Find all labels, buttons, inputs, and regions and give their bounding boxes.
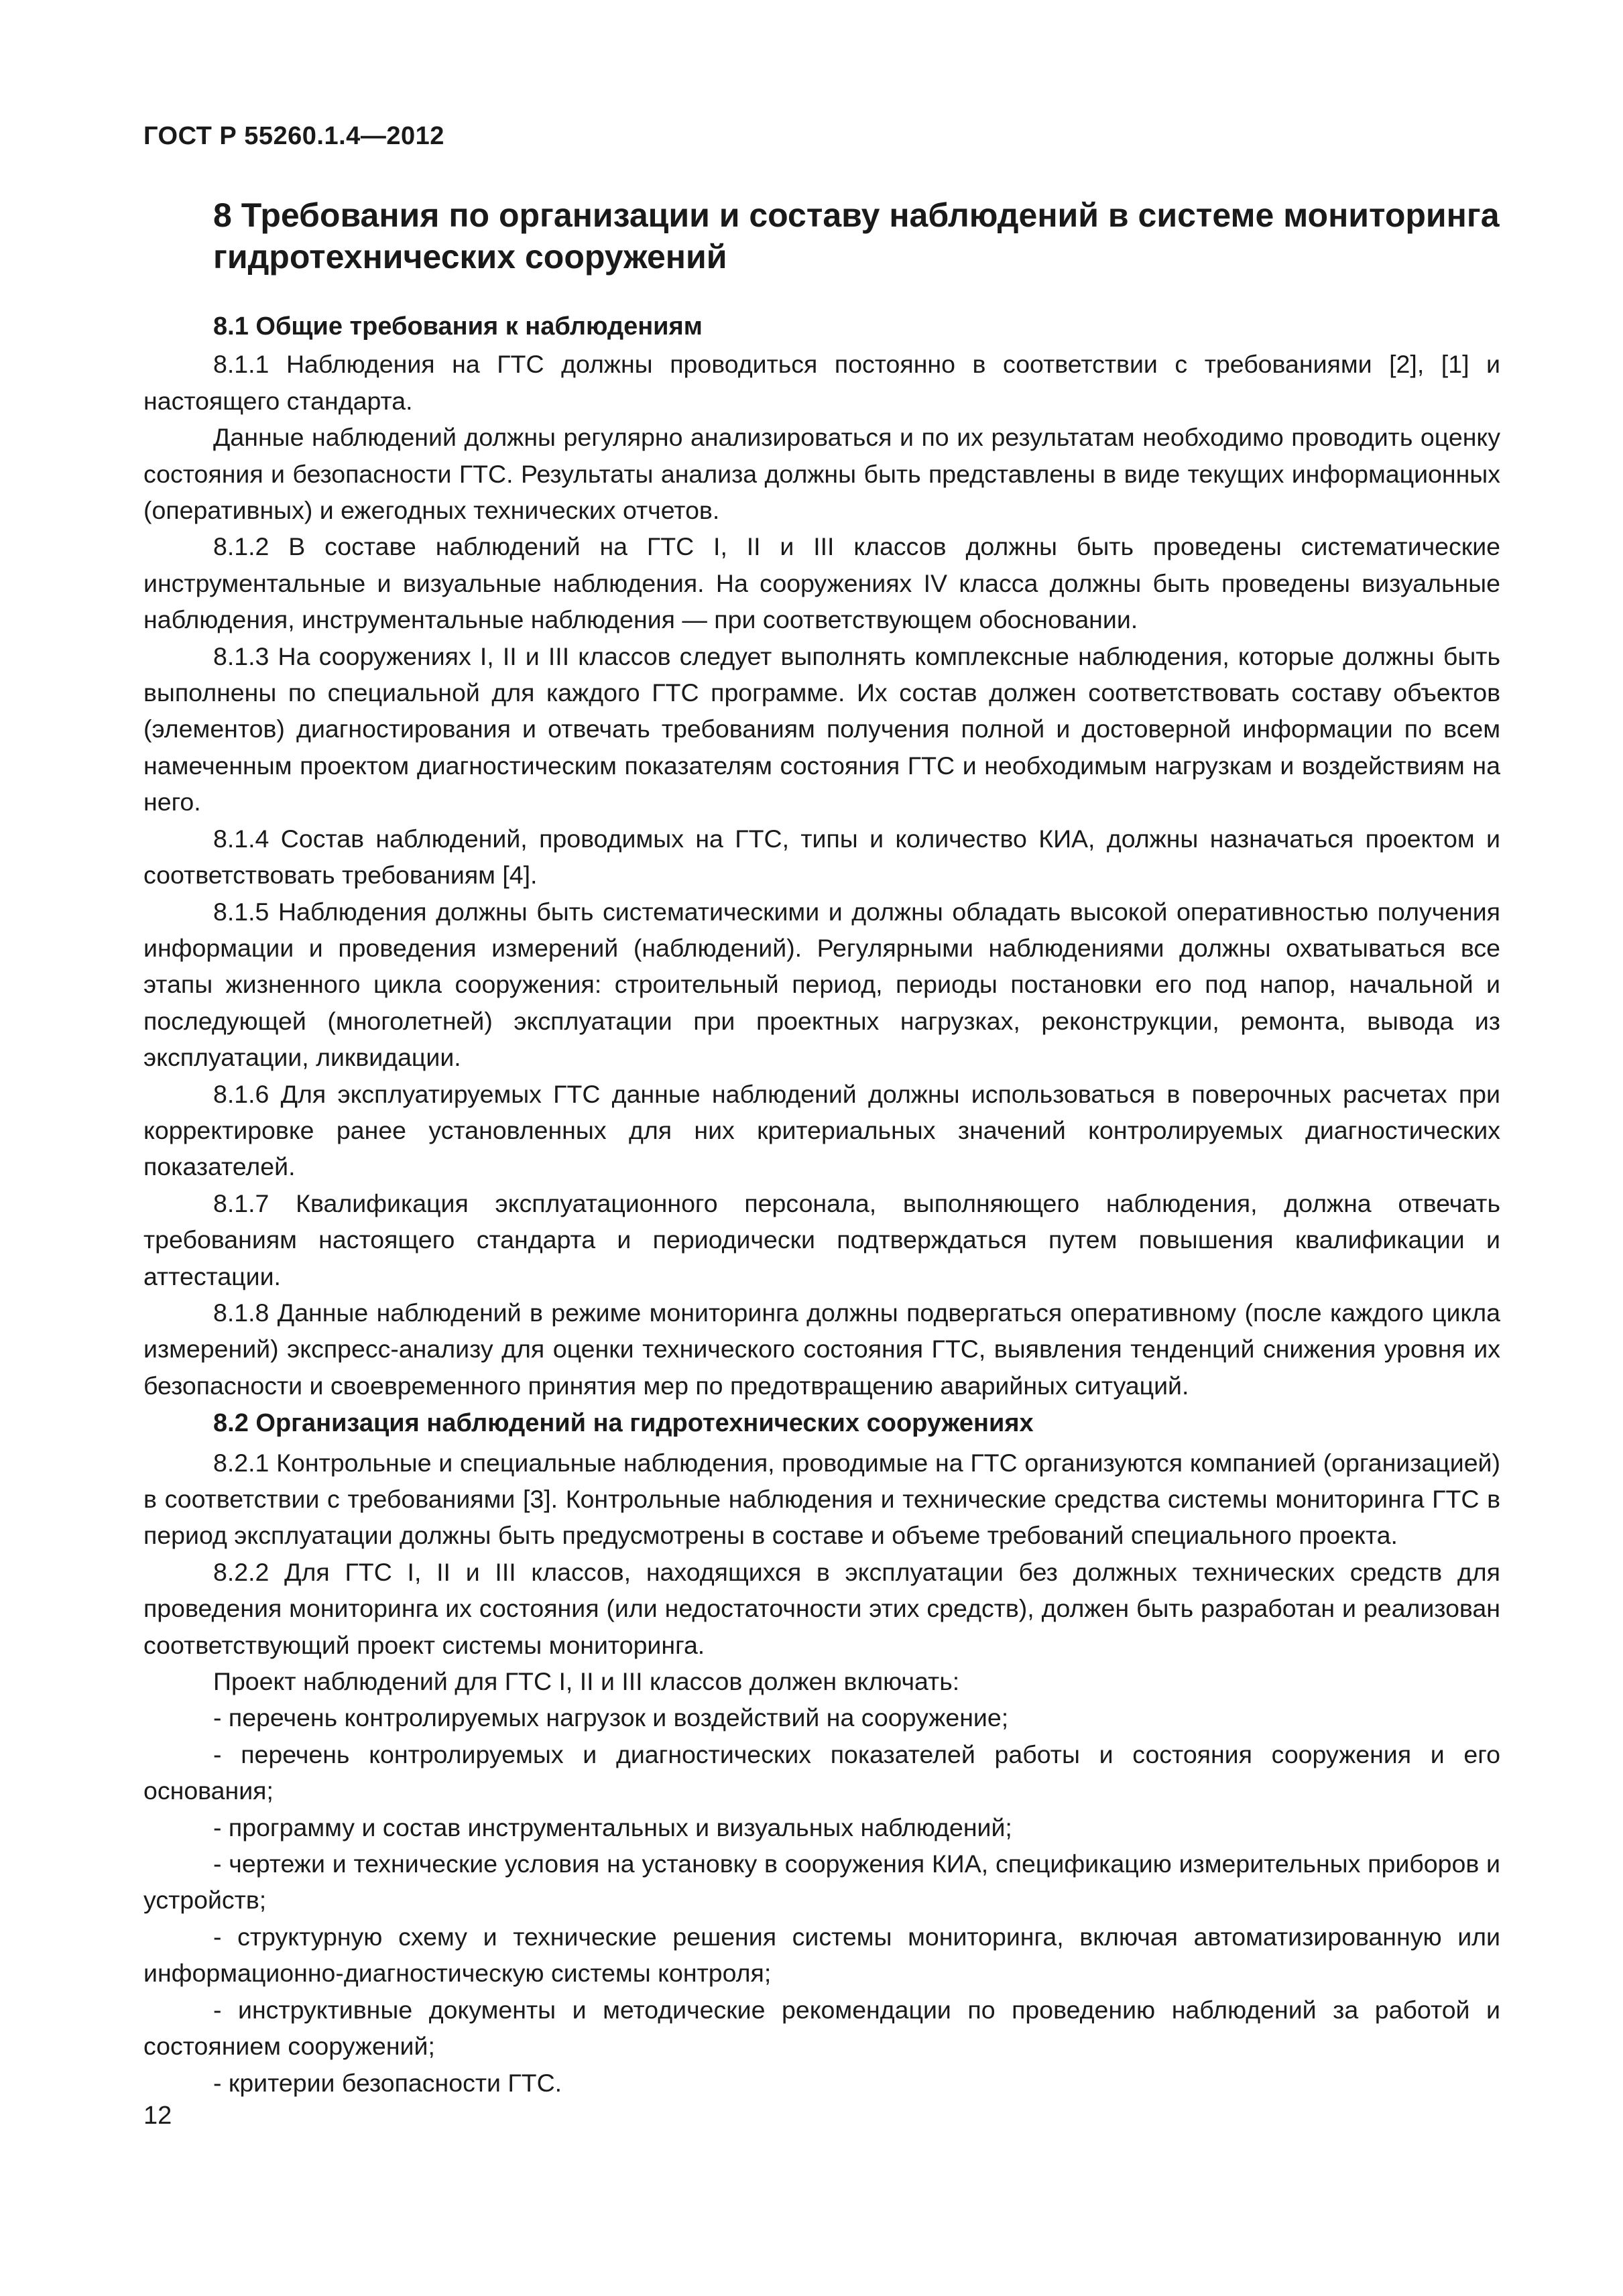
paragraph-8-1-6: 8.1.6 Для эксплуатируемых ГТС данные наблюдений должны использоваться в поверочных расчетах при корректировке ранее установленных для них критериальных значений контролируемых диагностических показателей. — [143, 1079, 1500, 1181]
paragraph-8-1-4: 8.1.4 Состав наблюдений, проводимых на ГТС, типы и количество КИА, должны назначаться проектом и соответствовать требованиям [4]. — [143, 824, 1500, 890]
paragraph-8-1-2: 8.1.2 В составе наблюдений на ГТС I, II и III классов должны быть проведены систематические инструментальные и визуальные наблюдения. На сооружениях IV класса должны быть проведены визуальные наблюдения, инструментальные наблюдения — при соответствующем обосновании. — [143, 532, 1500, 634]
list-item: - структурную схему и технические решения системы мониторинга, включая автоматизированную или информационно-диагностическую системы контроля; — [143, 1922, 1500, 1988]
list-item: - перечень контролируемых и диагностических показателей работы и состояния сооружения и его основания; — [143, 1740, 1500, 1805]
paragraph-8-2-2: 8.2.2 Для ГТС I, II и III классов, находящихся в эксплуатации без должных технических средств для проведения мониторинга их состояния (или недостаточности этих средств), должен быть разработан и реализован соответствующий проект системы мониторинга. — [143, 1557, 1500, 1659]
page-number: 12 — [143, 2102, 172, 2130]
chapter-title: 8 Требования по организации и составу наблюдений в системе мониторинга гидротехнических сооружений — [213, 196, 1500, 276]
section-heading-8-1: 8.1 Общие требования к наблюдениям — [213, 312, 703, 341]
paragraph: Данные наблюдений должны регулярно анализироваться и по их результатам необходимо проводить оценку состояния и безопасности ГТС. Результаты анализа должны быть представлены в виде текущих информационных (оперативных) и ежегодных технических отчетов. — [143, 423, 1500, 525]
paragraph-8-1-5: 8.1.5 Наблюдения должны быть систематическими и должны обладать высокой оперативностью получения информации и проведения измерений (наблюдений). Регулярными наблюдениями должны охватываться все этапы жизненного цикла сооружения: строительный период, периоды постановки его под напор, начальной и последующей (многолетней) эксплуатации при проектных нагрузках, реконструкции, ремонта, вывода из эксплуатации, ликвидации. — [143, 897, 1500, 1072]
section-heading-8-2: 8.2 Организация наблюдений на гидротехнических сооружениях — [213, 1409, 1034, 1438]
paragraph-8-1-3: 8.1.3 На сооружениях I, II и III классов следует выполнять комплексные наблюдения, которые должны быть выполнены по специальной для каждого ГТС программе. Их состав должен соответствовать составу объектов (элементов) диагностирования и отвечать требованиям получения полной и достоверной информации по всем намеченным проектом диагностическим показателям состояния ГТС и необходимым нагрузкам и воздействиям на него. — [143, 642, 1500, 817]
list-item: - чертежи и технические условия на установку в сооружения КИА, спецификацию измерительных приборов и устройств; — [143, 1850, 1500, 1915]
document-body — [143, 308, 1500, 2101]
paragraph-8-1-8: 8.1.8 Данные наблюдений в режиме мониторинга должны подвергаться оперативному (после каждого цикла измерений) экспресс-анализу для оценки технического состояния ГТС, выявления тенденций снижения уровня их безопасности и своевременного принятия мер по предотвращению аварийных ситуаций. — [143, 1298, 1500, 1400]
list-item: - программу и состав инструментальных и визуальных наблюдений; — [213, 1813, 1012, 1841]
document-code-header: ГОСТ Р 55260.1.4—2012 — [143, 122, 444, 150]
paragraph-8-2-1: 8.2.1 Контрольные и специальные наблюдения, проводимые на ГТС организуются компанией (организацией) в соответствии с требованиями [3]. Контрольные наблюдения и технические средства системы мониторинга ГТС в период эксплуатации должны быть предусмотрены в составе и объеме требований специального проекта. — [143, 1448, 1500, 1550]
list-item: - критерии безопасности ГТС. — [213, 2068, 562, 2097]
paragraph: Проект наблюдений для ГТС I, II и III классов должен включать: — [213, 1667, 960, 1696]
list-item: - перечень контролируемых нагрузок и воздействий на сооружение; — [213, 1703, 1009, 1732]
paragraph-8-1-7: 8.1.7 Квалификация эксплуатационного персонала, выполняющего наблюдения, должна отвечать требованиям настоящего стандарта и периодически подтверждаться путем повышения квалификации и аттестации. — [143, 1189, 1500, 1290]
list-item: - инструктивные документы и методические рекомендации по проведению наблюдений за работой и состоянием сооружений; — [143, 1995, 1500, 2061]
paragraph-8-1-1: 8.1.1 Наблюдения на ГТС должны проводиться постоянно в соответствии с требованиями [2], [1] и настоящего стандарта. — [143, 350, 1500, 415]
